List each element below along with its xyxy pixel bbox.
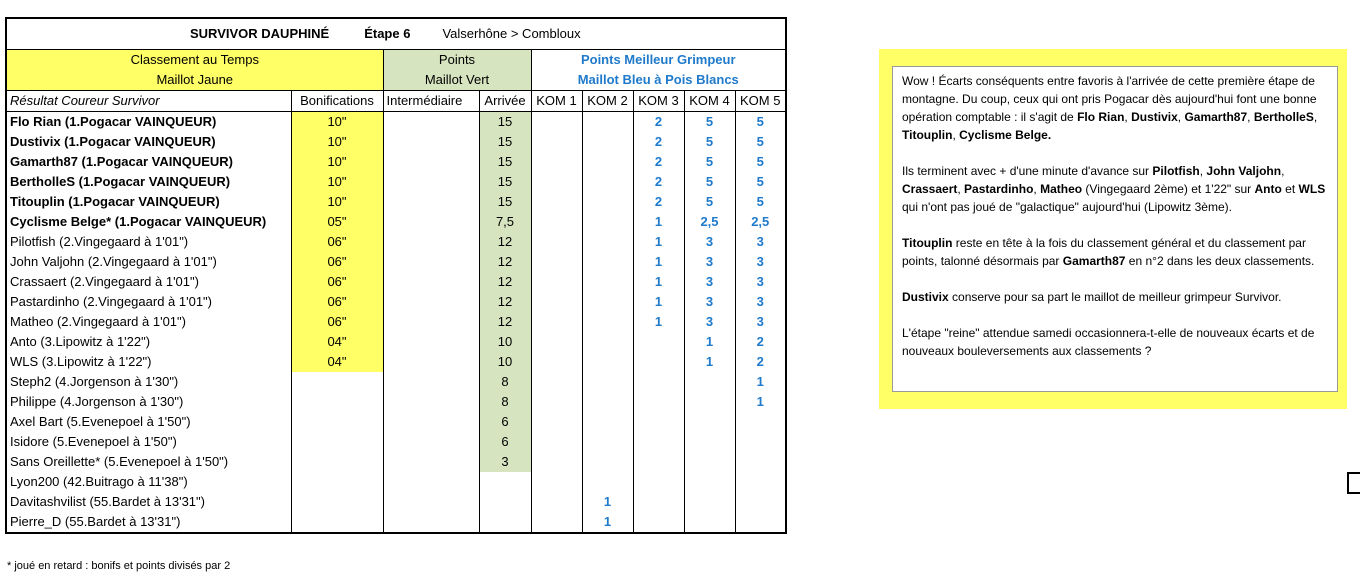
rider-name: BertholleS (1.Pogacar VAINQUEUR) xyxy=(6,172,291,192)
kom3-cell: 2 xyxy=(633,132,684,152)
col-kom3: KOM 3 xyxy=(633,91,684,112)
rider-name: Titouplin (1.Pogacar VAINQUEUR) xyxy=(6,192,291,212)
kom1-cell xyxy=(531,172,582,192)
intermediaire-cell xyxy=(383,492,479,512)
kom1-cell xyxy=(531,332,582,352)
intermediaire-cell xyxy=(383,292,479,312)
commentary-text: , xyxy=(1177,110,1185,124)
kom4-cell xyxy=(684,432,735,452)
selection-box-fragment xyxy=(1347,472,1360,494)
kom2-cell xyxy=(582,472,633,492)
rider-name: Isidore (5.Evenepoel à 1'50") xyxy=(6,432,291,452)
kom4-cell: 3 xyxy=(684,232,735,252)
kom2-cell xyxy=(582,332,633,352)
kom4-cell: 3 xyxy=(684,312,735,332)
kom5-cell xyxy=(735,472,786,492)
kom1-cell xyxy=(531,372,582,392)
column-header-row xyxy=(6,91,786,112)
table-row xyxy=(6,332,786,352)
table-row xyxy=(6,192,786,212)
kom1-cell xyxy=(531,132,582,152)
commentary-highlight: BertholleS xyxy=(1253,110,1314,124)
kom3-cell: 2 xyxy=(633,172,684,192)
kom5-cell: 5 xyxy=(735,192,786,212)
commentary-highlight: Gamarth87 xyxy=(1184,110,1248,124)
rider-name: Lyon200 (42.Buitrago à 11'38") xyxy=(6,472,291,492)
intermediaire-cell xyxy=(383,132,479,152)
arrivee-cell: 12 xyxy=(479,292,531,312)
kom5-cell xyxy=(735,452,786,472)
kom1-cell xyxy=(531,272,582,292)
kom1-cell xyxy=(531,352,582,372)
kom3-cell xyxy=(633,512,684,533)
intermediaire-cell xyxy=(383,112,479,133)
bonification-cell xyxy=(291,392,383,412)
commentary-highlight: John Valjohn xyxy=(1206,164,1282,178)
table-row xyxy=(6,172,786,192)
commentary-highlight: WLS xyxy=(1298,182,1326,196)
rider-name: Pastardinho (2.Vingegaard à 1'01") xyxy=(6,292,291,312)
kom3-cell xyxy=(633,392,684,412)
kom2-cell xyxy=(582,412,633,432)
kom4-cell: 5 xyxy=(684,172,735,192)
table-row xyxy=(6,412,786,432)
arrivee-cell: 7,5 xyxy=(479,212,531,232)
kom3-cell: 2 xyxy=(633,152,684,172)
col-intermediaire: Intermédiaire xyxy=(383,91,479,112)
bonification-cell xyxy=(291,452,383,472)
intermediaire-cell xyxy=(383,512,479,533)
kom1-cell xyxy=(531,292,582,312)
kom2-cell xyxy=(582,292,633,312)
table-row xyxy=(6,152,786,172)
kom2-cell xyxy=(582,252,633,272)
table-row xyxy=(6,512,786,533)
kom3-cell xyxy=(633,412,684,432)
table-row xyxy=(6,132,786,152)
commentary-text: , xyxy=(1313,110,1318,124)
arrivee-cell: 3 xyxy=(479,452,531,472)
bonification-cell: 10" xyxy=(291,112,383,133)
rider-name: Steph2 (4.Jorgenson à 1'30") xyxy=(6,372,291,392)
points-group-header: Points xyxy=(383,50,531,71)
kom5-cell xyxy=(735,492,786,512)
bonification-cell xyxy=(291,492,383,512)
kom1-cell xyxy=(531,252,582,272)
table-row xyxy=(6,212,786,232)
commentary-text: Wow ! Écarts conséquents entre favoris à l'arrivée de cette première étape de montagne. Du coup, ceux qui ont pris Pogacar dès aujourd'hui font une bonne opération comptable : il s'agit de xyxy=(902,74,1317,124)
table-row xyxy=(6,232,786,252)
kom4-cell: 5 xyxy=(684,112,735,133)
intermediaire-cell xyxy=(383,472,479,492)
kom2-cell xyxy=(582,312,633,332)
commentary-text: , xyxy=(1247,110,1254,124)
kom4-cell: 1 xyxy=(684,352,735,372)
kom1-cell xyxy=(531,512,582,533)
kom5-cell: 1 xyxy=(735,372,786,392)
kom1-cell xyxy=(531,152,582,172)
bonification-cell xyxy=(291,512,383,533)
bonification-cell: 06" xyxy=(291,232,383,252)
bonification-cell xyxy=(291,432,383,452)
rider-name: Davitashvilist (55.Bardet à 13'31") xyxy=(6,492,291,512)
kom5-cell xyxy=(735,412,786,432)
arrivee-cell: 10 xyxy=(479,352,531,372)
kom-group-header: Points Meilleur Grimpeur xyxy=(531,50,786,71)
commentary-highlight: Gamarth87 xyxy=(1062,254,1126,268)
kom1-cell xyxy=(531,212,582,232)
col-result: Résultat Coureur Survivor xyxy=(6,91,291,112)
col-kom5: KOM 5 xyxy=(735,91,786,112)
kom5-cell: 3 xyxy=(735,272,786,292)
event-title: SURVIVOR DAUPHINÉ xyxy=(190,26,330,41)
rider-name: Cyclisme Belge* (1.Pogacar VAINQUEUR) xyxy=(6,212,291,232)
bonification-cell xyxy=(291,412,383,432)
commentary-highlight: Cyclisme Belge. xyxy=(959,128,1052,142)
kom2-cell xyxy=(582,212,633,232)
rider-name: Pilotfish (2.Vingegaard à 1'01") xyxy=(6,232,291,252)
kom3-cell xyxy=(633,472,684,492)
points-group-jersey: Maillot Vert xyxy=(383,70,531,91)
stage-label: Étape 6 xyxy=(364,26,411,41)
commentary-highlight: Titouplin xyxy=(902,128,953,142)
intermediaire-cell xyxy=(383,352,479,372)
bonification-cell: 10" xyxy=(291,192,383,212)
commentary-highlight: Crassaert xyxy=(902,182,958,196)
kom3-cell: 1 xyxy=(633,292,684,312)
rider-name: Pierre_D (55.Bardet à 13'31") xyxy=(6,512,291,533)
kom3-cell: 1 xyxy=(633,272,684,292)
intermediaire-cell xyxy=(383,192,479,212)
commentary-paragraph-5 xyxy=(902,324,1328,360)
commentary-highlight: Titouplin xyxy=(902,236,953,250)
intermediaire-cell xyxy=(383,272,479,292)
kom3-cell: 1 xyxy=(633,312,684,332)
bonification-cell: 06" xyxy=(291,312,383,332)
kom2-cell xyxy=(582,352,633,372)
commentary-text: , xyxy=(1199,164,1207,178)
kom1-cell xyxy=(531,312,582,332)
bonification-cell xyxy=(291,472,383,492)
bonification-cell: 06" xyxy=(291,292,383,312)
kom-group-jersey: Maillot Bleu à Pois Blancs xyxy=(531,70,786,91)
intermediaire-cell xyxy=(383,432,479,452)
commentary-text: , xyxy=(1033,182,1041,196)
kom4-cell: 2,5 xyxy=(684,212,735,232)
intermediaire-cell xyxy=(383,372,479,392)
commentary-text: Ils terminent avec + d'une minute d'avance sur xyxy=(902,164,1153,178)
kom4-cell xyxy=(684,472,735,492)
kom5-cell: 2 xyxy=(735,352,786,372)
commentary-paragraph-1 xyxy=(902,72,1328,144)
table-row xyxy=(6,472,786,492)
kom2-cell xyxy=(582,392,633,412)
intermediaire-cell xyxy=(383,172,479,192)
commentary-highlight: Dustivix xyxy=(1131,110,1178,124)
commentary-highlight: Dustivix xyxy=(902,290,949,304)
commentary-highlight: Pastardinho xyxy=(964,182,1034,196)
col-arrivee: Arrivée xyxy=(479,91,531,112)
kom2-cell xyxy=(582,372,633,392)
commentary-highlight: Anto xyxy=(1254,182,1282,196)
kom2-cell xyxy=(582,112,633,133)
kom5-cell: 3 xyxy=(735,232,786,252)
rider-name: Philippe (4.Jorgenson à 1'30") xyxy=(6,392,291,412)
rider-name: Anto (3.Lipowitz à 1'22") xyxy=(6,332,291,352)
commentary-paragraph-2 xyxy=(902,162,1328,216)
commentary-text: , xyxy=(1281,164,1285,178)
time-group-header: Classement au Temps xyxy=(6,50,383,71)
bonification-cell: 05" xyxy=(291,212,383,232)
commentary-text: et xyxy=(1281,182,1299,196)
table-row xyxy=(6,492,786,512)
arrivee-cell xyxy=(479,492,531,512)
intermediaire-cell xyxy=(383,412,479,432)
commentary-text: , xyxy=(1124,110,1132,124)
bonification-cell: 10" xyxy=(291,152,383,172)
commentary-text: , xyxy=(952,128,960,142)
arrivee-cell: 12 xyxy=(479,312,531,332)
table-row xyxy=(6,292,786,312)
kom2-cell: 1 xyxy=(582,512,633,533)
kom5-cell: 1 xyxy=(735,392,786,412)
kom2-cell xyxy=(582,452,633,472)
kom1-cell xyxy=(531,492,582,512)
route-label: Valserhône > Combloux xyxy=(442,26,581,41)
kom1-cell xyxy=(531,452,582,472)
kom1-cell xyxy=(531,472,582,492)
kom4-cell: 3 xyxy=(684,292,735,312)
intermediaire-cell xyxy=(383,452,479,472)
commentary-text: reste en tête à la fois du classement général et du classement par points, talonné désormais par xyxy=(902,236,1306,268)
rider-name: Axel Bart (5.Evenepoel à 1'50") xyxy=(6,412,291,432)
col-bonifications: Bonifications xyxy=(291,91,383,112)
bonification-cell xyxy=(291,372,383,392)
kom5-cell: 5 xyxy=(735,112,786,133)
rider-name: Crassaert (2.Vingegaard à 1'01") xyxy=(6,272,291,292)
arrivee-cell: 15 xyxy=(479,112,531,133)
kom4-cell: 5 xyxy=(684,152,735,172)
table-row xyxy=(6,392,786,412)
arrivee-cell: 15 xyxy=(479,132,531,152)
kom3-cell: 1 xyxy=(633,212,684,232)
commentary-highlight: Flo Rian xyxy=(1077,110,1125,124)
kom3-cell xyxy=(633,332,684,352)
intermediaire-cell xyxy=(383,312,479,332)
commentary-text: L'étape "reine" attendue samedi occasionnera-t-elle de nouveaux écarts et de nouveaux bouleversements aux classements ? xyxy=(902,326,1315,358)
rider-name: Matheo (2.Vingegaard à 1'01") xyxy=(6,312,291,332)
kom1-cell xyxy=(531,112,582,133)
kom1-cell xyxy=(531,232,582,252)
arrivee-cell: 6 xyxy=(479,432,531,452)
commentary-paragraph-3 xyxy=(902,234,1328,270)
kom3-cell: 1 xyxy=(633,252,684,272)
kom2-cell: 1 xyxy=(582,492,633,512)
kom2-cell xyxy=(582,192,633,212)
intermediaire-cell xyxy=(383,232,479,252)
kom2-cell xyxy=(582,132,633,152)
kom3-cell xyxy=(633,352,684,372)
bonification-cell: 04" xyxy=(291,332,383,352)
kom3-cell: 1 xyxy=(633,232,684,252)
arrivee-cell: 10 xyxy=(479,332,531,352)
col-kom1: KOM 1 xyxy=(531,91,582,112)
table-row xyxy=(6,272,786,292)
kom1-cell xyxy=(531,192,582,212)
bonification-cell: 10" xyxy=(291,172,383,192)
group-header-row-1 xyxy=(6,50,786,71)
kom2-cell xyxy=(582,152,633,172)
kom1-cell xyxy=(531,432,582,452)
rider-name: Gamarth87 (1.Pogacar VAINQUEUR) xyxy=(6,152,291,172)
kom3-cell xyxy=(633,372,684,392)
kom5-cell: 3 xyxy=(735,292,786,312)
table-row xyxy=(6,352,786,372)
kom3-cell xyxy=(633,452,684,472)
kom2-cell xyxy=(582,432,633,452)
kom2-cell xyxy=(582,272,633,292)
kom5-cell: 5 xyxy=(735,152,786,172)
col-kom4: KOM 4 xyxy=(684,91,735,112)
kom5-cell: 5 xyxy=(735,172,786,192)
commentary-text: (Vingegaard 2ème) et 1'22" sur xyxy=(1082,182,1255,196)
arrivee-cell: 15 xyxy=(479,172,531,192)
bonification-cell: 10" xyxy=(291,132,383,152)
rider-name: John Valjohn (2.Vingegaard à 1'01") xyxy=(6,252,291,272)
arrivee-cell: 8 xyxy=(479,392,531,412)
kom4-cell xyxy=(684,492,735,512)
commentary-highlight: Matheo xyxy=(1040,182,1083,196)
kom5-cell xyxy=(735,512,786,533)
commentary-text: qui n'ont pas joué de "galactique" aujourd'hui (Lipowitz 3ème). xyxy=(902,200,1232,214)
arrivee-cell: 15 xyxy=(479,152,531,172)
table-row xyxy=(6,112,786,133)
bonification-cell: 06" xyxy=(291,252,383,272)
kom4-cell xyxy=(684,392,735,412)
commentary-text: , xyxy=(957,182,965,196)
kom4-cell: 3 xyxy=(684,252,735,272)
commentary-panel xyxy=(879,49,1347,409)
kom2-cell xyxy=(582,232,633,252)
table-row xyxy=(6,312,786,332)
rider-name: Dustivix (1.Pogacar VAINQUEUR) xyxy=(6,132,291,152)
commentary-text: conserve pour sa part le maillot de meilleur grimpeur Survivor. xyxy=(948,290,1282,304)
commentary-text-box xyxy=(892,66,1338,392)
kom5-cell xyxy=(735,432,786,452)
arrivee-cell: 12 xyxy=(479,232,531,252)
table-row xyxy=(6,432,786,452)
kom5-cell: 5 xyxy=(735,132,786,152)
kom4-cell: 5 xyxy=(684,192,735,212)
results-table xyxy=(5,17,787,534)
commentary-highlight: Pilotfish xyxy=(1152,164,1200,178)
arrivee-cell: 15 xyxy=(479,192,531,212)
rider-name: Flo Rian (1.Pogacar VAINQUEUR) xyxy=(6,112,291,133)
table-row xyxy=(6,452,786,472)
group-header-row-2 xyxy=(6,70,786,91)
intermediaire-cell xyxy=(383,332,479,352)
kom4-cell: 1 xyxy=(684,332,735,352)
kom5-cell: 3 xyxy=(735,252,786,272)
intermediaire-cell xyxy=(383,212,479,232)
intermediaire-cell xyxy=(383,392,479,412)
intermediaire-cell xyxy=(383,152,479,172)
arrivee-cell xyxy=(479,472,531,492)
commentary-text: en n°2 dans les deux classements. xyxy=(1125,254,1315,268)
arrivee-cell: 6 xyxy=(479,412,531,432)
kom3-cell xyxy=(633,432,684,452)
arrivee-cell: 8 xyxy=(479,372,531,392)
kom3-cell: 2 xyxy=(633,192,684,212)
time-group-jersey: Maillot Jaune xyxy=(6,70,383,91)
table-title xyxy=(6,18,786,50)
table-row xyxy=(6,252,786,272)
col-kom2: KOM 2 xyxy=(582,91,633,112)
commentary-paragraph-4 xyxy=(902,288,1328,306)
kom4-cell: 5 xyxy=(684,132,735,152)
title-row xyxy=(6,18,786,50)
rider-name: WLS (3.Lipowitz à 1'22") xyxy=(6,352,291,372)
arrivee-cell: 12 xyxy=(479,272,531,292)
footnote: * joué en retard : bonifs et points divisés par 2 xyxy=(7,560,231,572)
kom5-cell: 3 xyxy=(735,312,786,332)
arrivee-cell: 12 xyxy=(479,252,531,272)
kom1-cell xyxy=(531,412,582,432)
table-row xyxy=(6,372,786,392)
kom4-cell: 3 xyxy=(684,272,735,292)
kom4-cell xyxy=(684,452,735,472)
kom1-cell xyxy=(531,392,582,412)
bonification-cell: 06" xyxy=(291,272,383,292)
rider-name: Sans Oreillette* (5.Evenepoel à 1'50") xyxy=(6,452,291,472)
kom4-cell xyxy=(684,372,735,392)
kom3-cell xyxy=(633,492,684,512)
arrivee-cell xyxy=(479,512,531,533)
kom4-cell xyxy=(684,512,735,533)
kom2-cell xyxy=(582,172,633,192)
kom3-cell: 2 xyxy=(633,112,684,133)
kom5-cell: 2,5 xyxy=(735,212,786,232)
kom5-cell: 2 xyxy=(735,332,786,352)
intermediaire-cell xyxy=(383,252,479,272)
bonification-cell: 04" xyxy=(291,352,383,372)
kom4-cell xyxy=(684,412,735,432)
